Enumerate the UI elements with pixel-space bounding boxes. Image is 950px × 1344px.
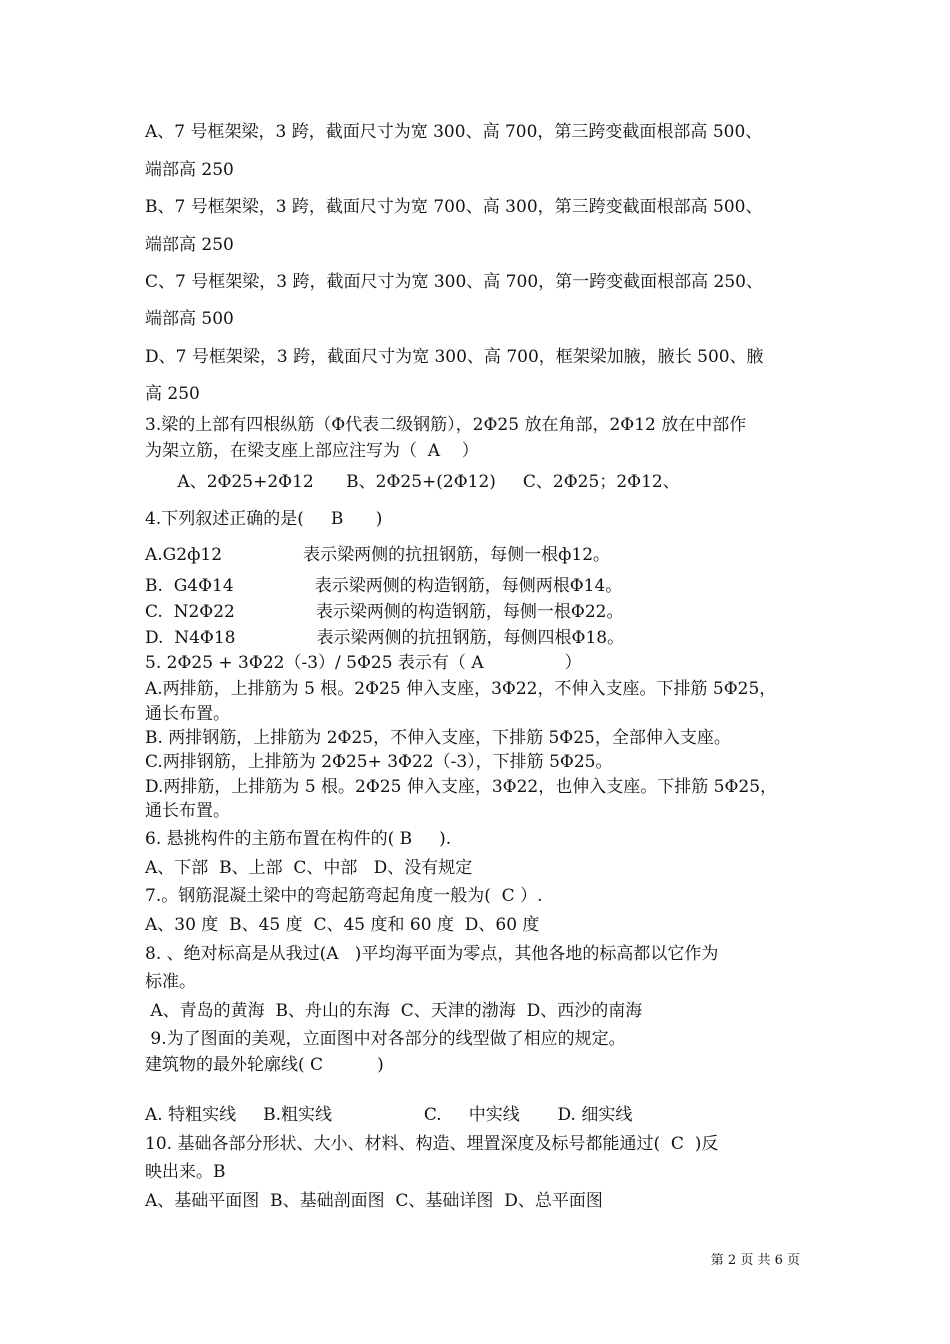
text-line: C.两排钢筋，上排筋为 2Φ25+ 3Φ22（-3），下排筋 5Φ25。 (145, 752, 613, 772)
text-line: A、7 号框架梁，3 跨，截面尺寸为宽 300、高 700，第三跨变截面根部高 500、 (145, 122, 763, 142)
text-line: 为架立筋，在梁支座上部应注写为（ A ） (145, 441, 479, 461)
text-line: D、7 号框架梁，3 跨，截面尺寸为宽 300、高 700，框架梁加腋，腋长 500、腋 (145, 347, 764, 367)
question-3: 3.梁的上部有四根纵筋（Φ代表二级钢筋），2Φ25 放在角部，2Φ12 放在中部作 (145, 415, 747, 435)
page-footer: 第 2 页 共 6 页 (710, 1253, 800, 1268)
text-line: 端部高 250 (145, 235, 234, 255)
text-line: 高 250 (145, 384, 200, 404)
text-line: 标准。 (145, 972, 196, 992)
text-line: A.G2ф12 表示梁两侧的抗扭钢筋，每侧一根ф12。 (145, 545, 611, 565)
text-line: D.两排筋，上排筋为 5 根。2Φ25 伸入支座，3Φ22，也伸入支座。下排筋 5Φ25， (145, 777, 778, 797)
question-10: 10. 基础各部分形状、大小、材料、构造、埋置深度及标号都能通过( C )反 (145, 1134, 719, 1154)
options-line: A、2Φ25+2Φ12 B、2Φ25+(2Φ12) C、2Φ25；2Φ12、 (145, 472, 680, 492)
question-9: 9.为了图面的美观，立面图中对各部分的线型做了相应的规定。 (145, 1029, 626, 1049)
options-line: A、青岛的黄海 B、舟山的东海 C、天津的渤海 D、西沙的南海 (145, 1001, 643, 1021)
text-line: B、7 号框架梁，3 跨，截面尺寸为宽 700、高 300，第三跨变截面根部高 500、 (145, 197, 763, 217)
options-line: A. 特粗实线 B.粗实线 C. 中实线 D. 细实线 (145, 1105, 633, 1125)
text-line: A.两排筋，上排筋为 5 根。2Φ25 伸入支座，3Φ22，不伸入支座。下排筋 5Φ25， (145, 679, 777, 699)
options-line: A、基础平面图 B、基础剖面图 C、基础详图 D、总平面图 (145, 1191, 603, 1211)
text-line: B. G4Φ14 表示梁两侧的构造钢筋，每侧两根Φ14。 (145, 576, 623, 596)
text-line: C、7 号框架梁，3 跨，截面尺寸为宽 300、高 700，第一跨变截面根部高 250、 (145, 272, 764, 292)
question-6: 6. 悬挑构件的主筋布置在构件的( B ). (145, 829, 452, 849)
text-line: 端部高 250 (145, 160, 234, 180)
text-line: 通长布置。 (145, 801, 230, 821)
question-4: 4.下列叙述正确的是( B ) (145, 509, 383, 529)
text-line: 映出来。B (145, 1162, 226, 1182)
text-line: C. N2Φ22 表示梁两侧的构造钢筋，每侧一根Φ22。 (145, 602, 624, 622)
text-line: 建筑物的最外轮廓线( C ) (145, 1055, 384, 1075)
options-line: A、下部 B、上部 C、中部 D、没有规定 (145, 858, 473, 878)
text-line: D. N4Φ18 表示梁两侧的抗扭钢筋，每侧四根Φ18。 (145, 628, 625, 648)
question-5: 5. 2Φ25 + 3Φ22（-3）/ 5Φ25 表示有（ A ） (145, 653, 582, 673)
text-line: B. 两排钢筋，上排筋为 2Φ25，不伸入支座，下排筋 5Φ25，全部伸入支座。 (145, 728, 731, 748)
options-line: A、30 度 B、45 度 C、45 度和 60 度 D、60 度 (145, 915, 540, 935)
question-8: 8. 、绝对标高是从我过(A )平均海平面为零点，其他各地的标高都以它作为 (145, 944, 719, 964)
question-7: 7.。钢筋混凝土梁中的弯起筋弯起角度一般为( C ）. (145, 886, 543, 906)
text-line: 通长布置。 (145, 704, 230, 724)
text-line: 端部高 500 (145, 309, 234, 329)
